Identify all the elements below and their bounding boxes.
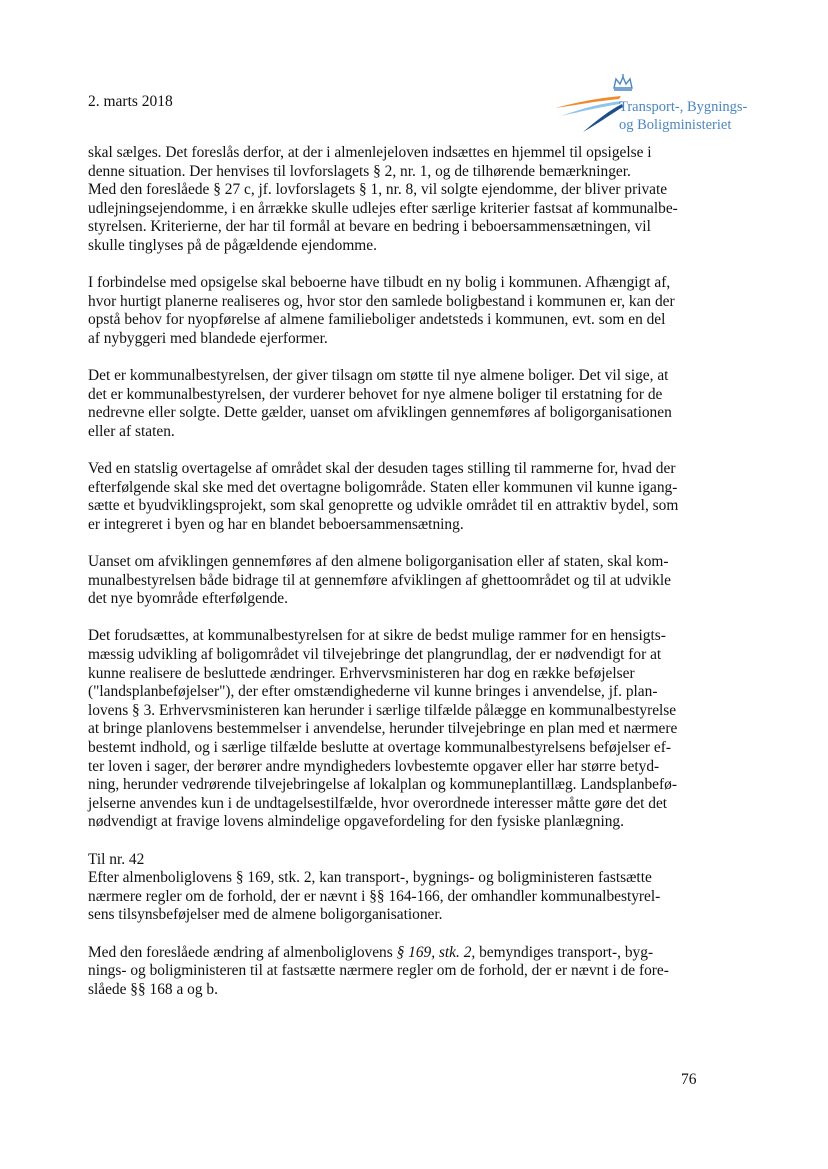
section-heading: Til nr. 42 <box>88 850 145 868</box>
paragraph-2: I forbindelse med opsigelse skal beboerne have tilbudt en ny bolig i kommunen. Afhængigt af, hvor hurtigt planerne realiseres og, hvor stor den samlede boligbestand i kommunen er, kan der opstå behov for nyopførelse af almene familieboliger andetsteds i kommunen, evt. som en del af nybyggeri med blandede ejerformer. <box>88 274 675 347</box>
paragraph-6: Det forudsættes, at kommunalbestyrelsen for at sikre de bedst mulige rammer for en hensigts- mæssig udvikling af boligområdet vil tilvejebringe det plangrundlag, der er nødvendigt for at kunne realisere de besluttede ændringer. Erhvervsministeren har dog en række beføjelser ("landsplanbeføjelser"), der efter omstændighederne vil kunne bringes i anvendelse, jf. plan- lovens § 3. Erhvervsministeren kan herunder i særlige tilfælde pålægge en kommunalbestyrelse at bringe planlovens bestemmelser i anvendelse, herunder tilvejebringe en plan med et nærmere bestemt indhold, og i særlige tilfælde beslutte at overtage kommunalbestyrelsens beføjelser ef- ter loven i sager, der berører andre myndigheders lovbestemte opgaver eller har større betyd- ning, herunder vedrørende tilvejebringelse af lokalplan og kommuneplantillæg. Landsplanbefø- jelserne anvendes kun i de undtagelsestilfælde, hvor overordnede interesser måtte gøre det det nødvendigt at fravige lovens almindelige opgavefordeling for den fysiske planlægning. <box>88 627 678 831</box>
page-number: 76 <box>681 1071 697 1088</box>
paragraph-8-reference: § 169, stk. 2, <box>396 943 476 961</box>
paragraph-3: Det er kommunalbestyrelsen, der giver tilsagn om støtte til nye almene boliger. Det vil sige, at det er kommunalbestyrelsen, der vurderer behovet for nye almene boliger til erstatning for de nedrevne eller solgte. Dette gælder, uanset om afviklingen gennemføres af boligorganisationen eller af staten. <box>88 367 672 440</box>
document-date: 2. marts 2018 <box>88 93 173 110</box>
paragraph-1: skal sælges. Det foreslås derfor, at der i almenlejeloven indsættes en hjemmel til opsigelse i denne situation. Der henvises til lovforslagets § 2, nr. 1, og de tilhørende bemærkninger. Med den foreslåede § 27 c, jf. lovforslagets § 1, nr. 8, vil solgte ejendomme, der bliver private udlejningsejendomme, i en årrække skulle udlejes efter særlige kriterier fastsat af kommunalbe- styrelsen. Kriterierne, der har til formål at bevare en bedring i beboersammensætningen, vil skulle tinglyses på de pågældende ejendomme. <box>88 144 678 254</box>
paragraph-7: Efter almenboliglovens § 169, stk. 2, kan transport-, bygnings- og boligministeren fastsætte nærmere regler om de forhold, der er nævnt i §§ 164-166, der omhandler kommunalbestyrel- sens tilsynsbeføjelser med de almene boligorganisationer. <box>88 869 661 924</box>
document-body <box>88 144 702 1018</box>
crown-icon <box>614 74 632 90</box>
paragraph-8-start: Med den foreslåede ændring af almenboliglovens <box>88 943 397 961</box>
paragraph-8-end: bemyndiges transport-, byg- nings- og boligministeren til at fastsætte nærmere regler om de forhold, der er nævnt i de fore- slåede §§ 168 a og b. <box>88 943 669 998</box>
paragraph-8 <box>88 944 702 1000</box>
paragraph-5: Uanset om afviklingen gennemføres af den almene boligorganisation eller af staten, skal kom- munalbestyrelsen både bidrage til at gennemføre afviklingen af ghettoområdet og til at udvikle det nye byområde efterfølgende. <box>88 553 671 608</box>
logo-text-line1: Transport-, Bygnings- <box>619 99 748 115</box>
ministry-logo <box>553 74 763 136</box>
paragraph-4: Ved en statslig overtagelse af området skal der desuden tages stilling til rammerne for, hvad der efterfølgende skal ske med det overtagne boligområde. Staten eller kommunen vil kunne igang- sætte et byudviklingsprojekt, som skal genoprette og udvikle området til en attraktiv bydel, som er integreret i byen og har en blandet beboersammensætning. <box>88 460 679 533</box>
logo-text-line2: og Boligministeriet <box>619 117 732 133</box>
